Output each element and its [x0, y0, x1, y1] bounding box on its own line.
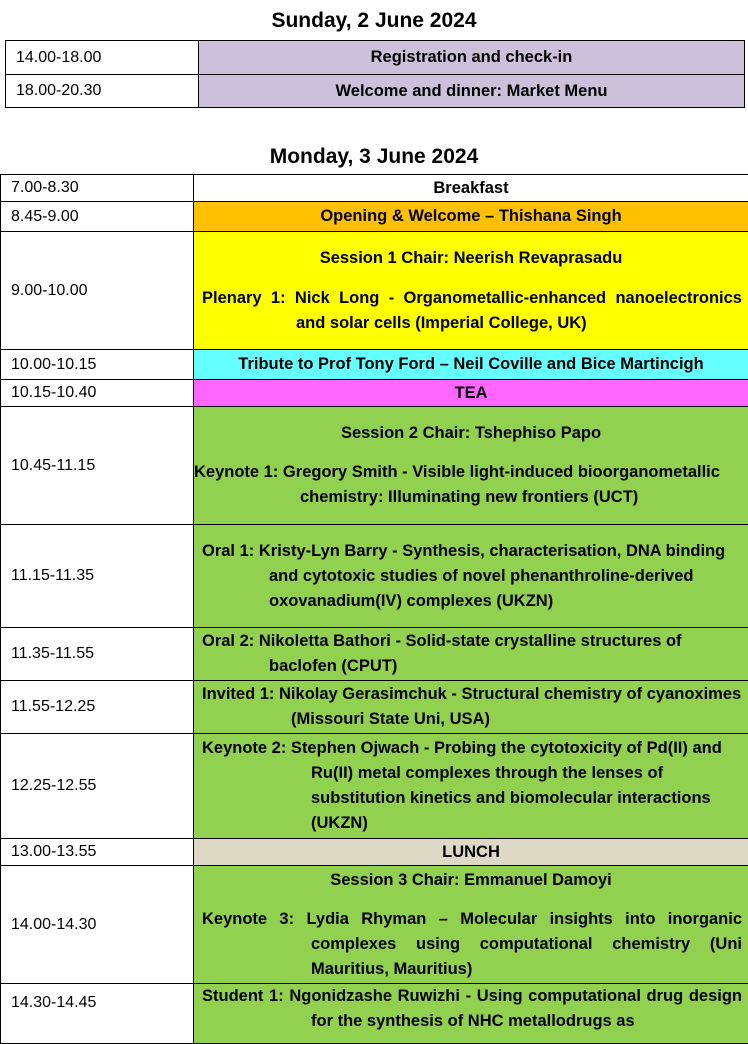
activity-cell: Registration and check-in: [199, 41, 745, 75]
activity-cell: [194, 866, 748, 984]
table-row: [1, 984, 748, 1044]
time-cell: 12.25-12.55: [1, 734, 194, 839]
time-cell: 14.30-14.45: [1, 984, 194, 1044]
table-row: [1, 681, 748, 734]
time-cell: 11.55-12.25: [1, 681, 194, 734]
time-cell: 10.45-11.15: [1, 407, 194, 525]
table-row: [1, 866, 748, 984]
schedule-table-sunday: [5, 40, 745, 108]
time-cell: 8.45-9.00: [1, 202, 194, 232]
activity-cell: Oral 2: Nikoletta Bathori - Solid-state crystalline structures of baclofen (CPUT): [194, 628, 748, 681]
table-row: [1, 407, 748, 525]
activity-cell: Opening & Welcome – Thishana Singh: [194, 202, 748, 232]
schedule-table-monday: [0, 174, 748, 1044]
time-cell: 14.00-18.00: [6, 41, 199, 75]
table-row: [1, 232, 748, 350]
table-row: [1, 734, 748, 839]
activity-cell: LUNCH: [194, 839, 748, 866]
time-cell: 7.00-8.30: [1, 175, 194, 202]
time-cell: 9.00-10.00: [1, 232, 194, 350]
activity-cell: [194, 232, 748, 350]
talk-text: Plenary 1: Nick Long - Organometallic-enhanced nanoelectronics and solar cells (Imperial College, UK): [194, 286, 748, 336]
table-row: [1, 350, 748, 380]
time-cell: 10.00-10.15: [1, 350, 194, 380]
talk-text: Keynote 1: Gregory Smith - Visible light-induced bioorganometallic chemistry: Illuminating new frontiers (UCT): [194, 460, 748, 510]
time-cell: 18.00-20.30: [6, 75, 199, 108]
activity-cell: Breakfast: [194, 175, 748, 202]
table-row: [1, 628, 748, 681]
activity-cell: Oral 1: Kristy-Lyn Barry - Synthesis, characterisation, DNA binding and cytotoxic studies of novel phenanthroline-derived oxovanadium(IV) complexes (UKZN): [194, 525, 748, 628]
table-row: [1, 175, 748, 202]
table-row: [1, 525, 748, 628]
time-cell: 14.00-14.30: [1, 866, 194, 984]
day-title-monday: Monday, 3 June 2024: [0, 145, 748, 169]
session-chair: Session 3 Chair: Emmanuel Damoyi: [194, 868, 748, 893]
time-cell: 10.15-10.40: [1, 380, 194, 407]
session-chair: Session 1 Chair: Neerish Revaprasadu: [194, 246, 748, 271]
activity-cell: Keynote 2: Stephen Ojwach - Probing the cytotoxicity of Pd(II) and Ru(II) metal complexes through the lenses of substitution kinetics and biomolecular interactions (UKZN): [194, 734, 748, 839]
session-chair: Session 2 Chair: Tshephiso Papo: [194, 421, 748, 446]
activity-cell: [194, 407, 748, 525]
table-row: [1, 839, 748, 866]
activity-cell: Tribute to Prof Tony Ford – Neil Coville and Bice Martincigh: [194, 350, 748, 380]
day-title-sunday: Sunday, 2 June 2024: [0, 9, 748, 33]
time-cell: 11.15-11.35: [1, 525, 194, 628]
talk-text: Keynote 3: Lydia Rhyman – Molecular insights into inorganic complexes using computational chemistry (Uni Mauritius, Mauritius): [194, 907, 748, 982]
activity-cell: Welcome and dinner: Market Menu: [199, 75, 745, 108]
activity-cell: Student 1: Ngonidzashe Ruwizhi - Using computational drug design for the synthesis of NHC metallodrugs as: [194, 984, 748, 1044]
activity-cell: Invited 1: Nikolay Gerasimchuk - Structural chemistry of cyanoximes (Missouri State Uni, USA): [194, 681, 748, 734]
time-cell: 11.35-11.55: [1, 628, 194, 681]
table-row: [1, 202, 748, 232]
time-cell: 13.00-13.55: [1, 839, 194, 866]
table-row: [6, 75, 745, 108]
table-row: [6, 41, 745, 75]
activity-cell: TEA: [194, 380, 748, 407]
table-row: [1, 380, 748, 407]
